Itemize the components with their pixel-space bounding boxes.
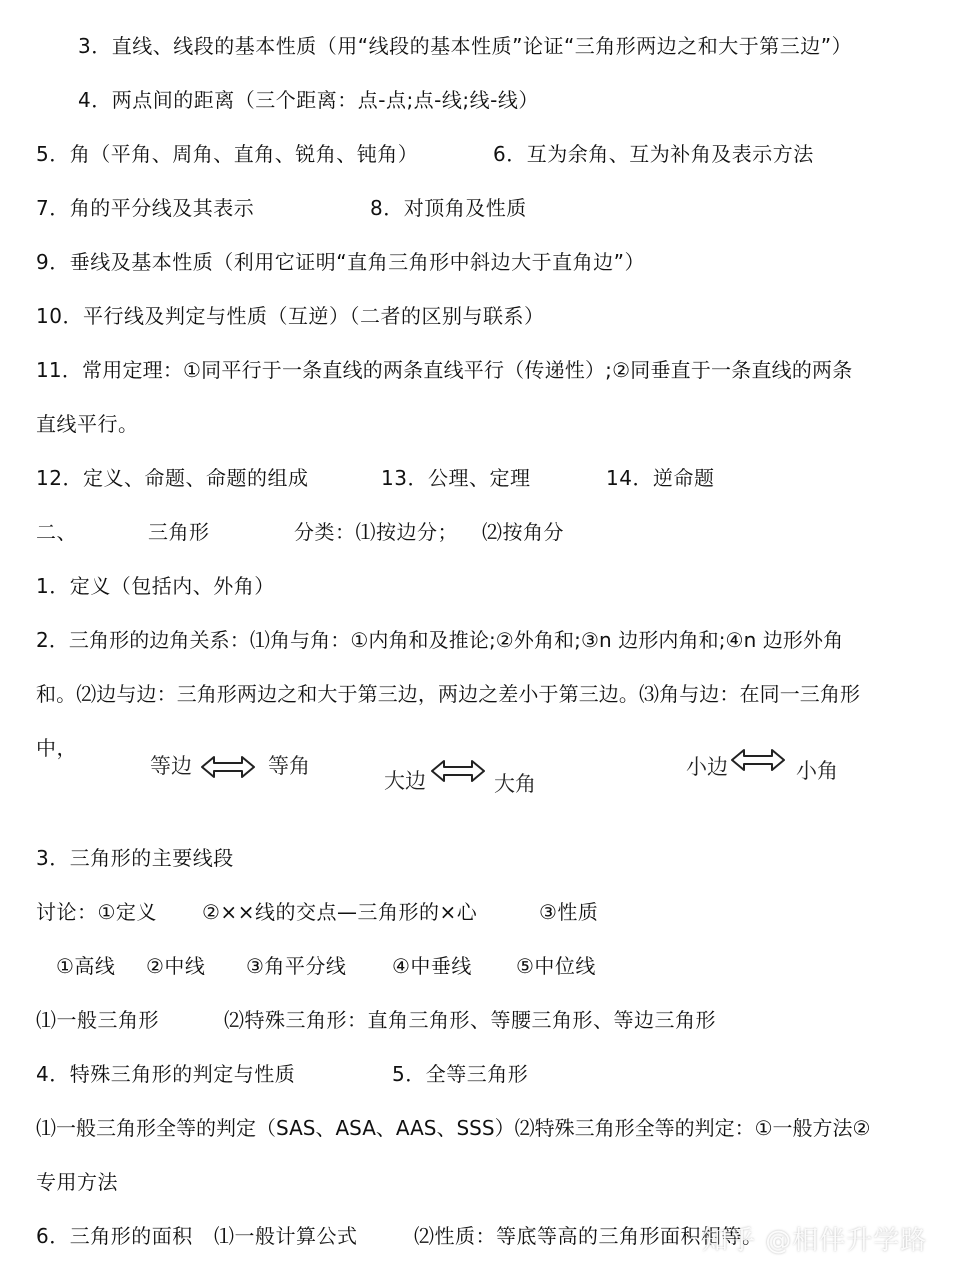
smaller-side-label: 小边	[686, 755, 728, 779]
altitude: ①高线	[56, 954, 116, 978]
classify-by-side: 分类：⑴按边分；	[294, 520, 458, 544]
line-congruence-cont: 专用方法	[36, 1170, 118, 1194]
discussion-intersection: ②××线的交点—三角形的×心	[202, 900, 478, 924]
double-arrow-icon	[730, 747, 786, 773]
line-item-11: 11．常用定理：①同平行于一条直线的两条直线平行（传递性）;②同垂直于一条直线的两条	[36, 358, 853, 382]
larger-side-label: 大边	[384, 769, 426, 793]
discussion-property: ③性质	[539, 900, 599, 924]
item-14: 14．逆命题	[606, 466, 715, 490]
general-triangle: ⑴一般三角形	[36, 1008, 159, 1032]
special-triangle-properties: 4．特殊三角形的判定与性质	[36, 1062, 296, 1086]
median: ②中线	[146, 954, 206, 978]
item-13: 13．公理、定理	[381, 466, 531, 490]
line-item-4: 4．两点间的距离（三个距离：点-点;点-线;线-线）	[78, 88, 539, 112]
item-12: 12．定义、命题、命题的组成	[36, 466, 309, 490]
line-item-3: 3．直线、线段的基本性质（用“线段的基本性质”论证“三角形两边之和大于第三边”）	[78, 34, 853, 58]
line-congruence: ⑴一般三角形全等的判定（SAS、ASA、AAS、SSS）⑵特殊三角形全等的判定：①一般方法②	[36, 1116, 871, 1140]
angle-bisector: ③角平分线	[246, 954, 347, 978]
equal-angles-label: 等角	[268, 754, 310, 778]
line-item-9: 9．垂线及基本性质（利用它证明“直角三角形中斜边大于直角边”）	[36, 250, 645, 274]
double-arrow-icon	[430, 758, 486, 784]
line-side-angle-1: 2．三角形的边角关系：⑴角与角：①内角和及推论;②外角和;③n 边形内角和;④n 边形外角	[36, 628, 844, 652]
item-6: 6．互为余角、互为补角及表示方法	[493, 142, 814, 166]
line-def: 1．定义（包括内、外角）	[36, 574, 275, 598]
line-item-11-cont: 直线平行。	[36, 412, 139, 436]
section-title: 三角形	[148, 520, 210, 544]
congruent-triangles: 5．全等三角形	[392, 1062, 529, 1086]
special-triangle: ⑵特殊三角形：直角三角形、等腰三角形、等边三角形	[224, 1008, 716, 1032]
area-formula: ⑴一般计算公式	[214, 1224, 358, 1248]
area-property: ⑵性质：等底等高的三角形面积相等。	[414, 1224, 763, 1248]
double-arrow-icon	[200, 754, 256, 780]
item-7: 7．角的平分线及其表示	[36, 196, 255, 220]
equal-sides-label: 等边	[150, 754, 192, 778]
line-side-angle-3: 中，	[36, 736, 77, 760]
classify-by-angle: ⑵按角分	[482, 520, 564, 544]
line-item-10: 10．平行线及判定与性质（互逆）（二者的区别与联系）	[36, 304, 545, 328]
discussion-definition: 讨论：①定义	[36, 900, 157, 924]
line-side-angle-2: 和。⑵边与边：三角形两边之和大于第三边，两边之差小于第三边。⑶角与边：在同一三角形	[36, 682, 861, 706]
larger-angle-label: 大角	[494, 772, 536, 796]
area-title: 6．三角形的面积	[36, 1224, 193, 1248]
section-number: 二、	[36, 520, 77, 544]
midline: ⑤中位线	[516, 954, 596, 978]
item-8: 8．对顶角及性质	[370, 196, 527, 220]
smaller-angle-label: 小角	[796, 759, 838, 783]
perpendicular-bisector: ④中垂线	[392, 954, 472, 978]
line-main-segments: 3．三角形的主要线段	[36, 846, 234, 870]
watermark: 知乎 @相伴升学路	[702, 1226, 928, 1256]
item-5: 5．角（平角、周角、直角、锐角、钝角）	[36, 142, 419, 166]
